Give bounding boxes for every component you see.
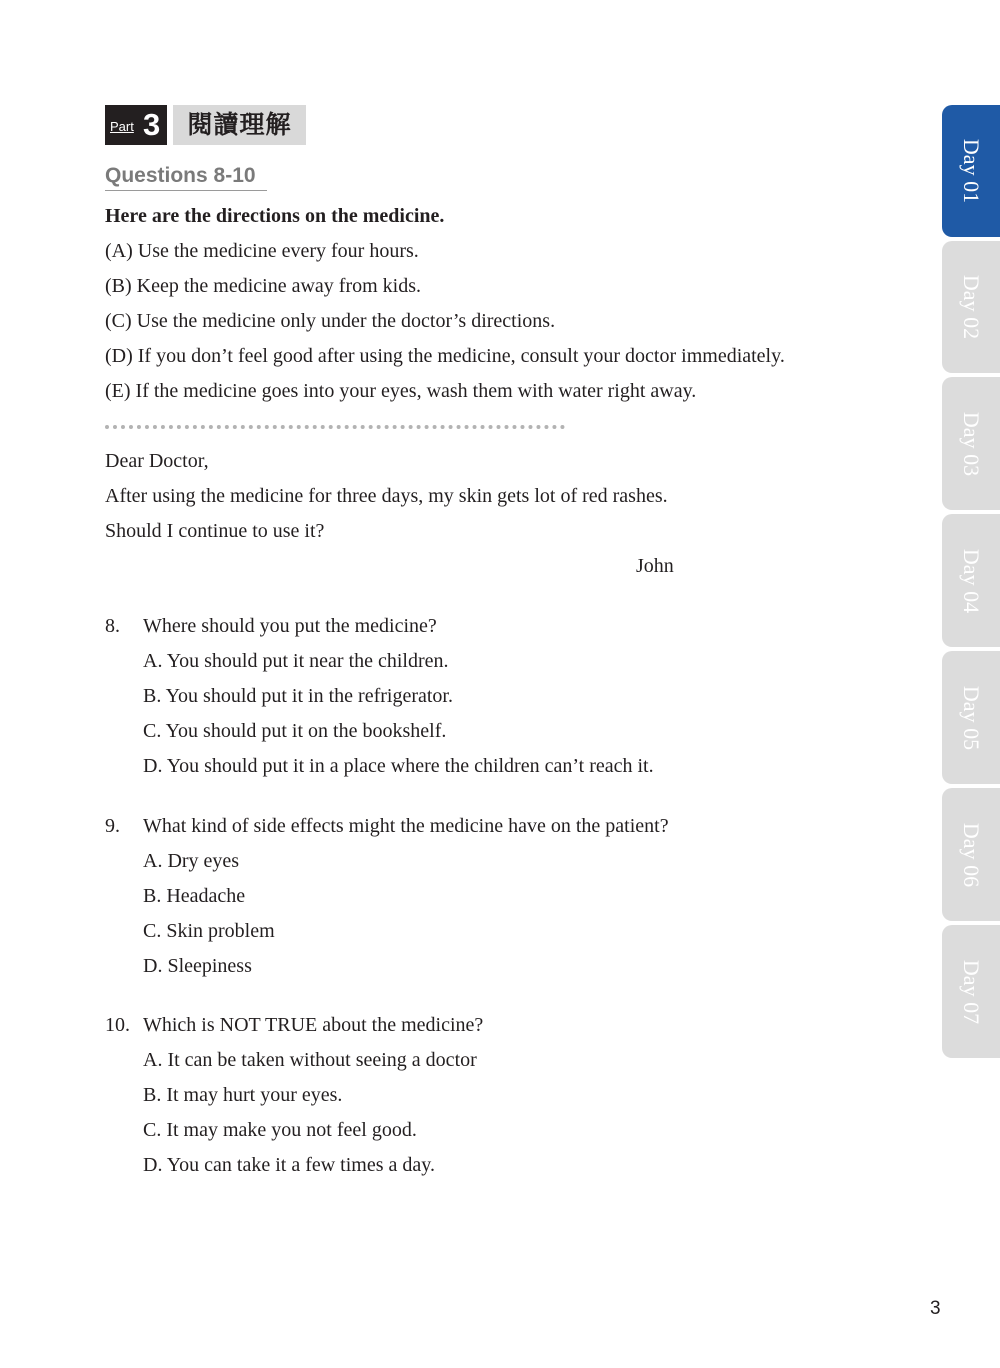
tab-label: Day 06 — [959, 822, 984, 887]
tab-day-07[interactable] — [942, 925, 1000, 1058]
question-number: 10. — [105, 1014, 130, 1036]
answer-option: D. Sleepiness — [143, 955, 252, 977]
answer-option: B. You should put it in the refrigerator. — [143, 685, 453, 707]
tab-label: Day 02 — [959, 274, 984, 340]
page-number: 3 — [930, 1298, 941, 1319]
tab-day-03[interactable] — [942, 377, 1000, 510]
part-label — [105, 105, 167, 145]
tab-day-05[interactable] — [942, 651, 1000, 784]
question-number: 8. — [105, 615, 120, 637]
answer-option: C. It may make you not feel good. — [143, 1119, 417, 1141]
letter-greeting: Dear Doctor, — [105, 450, 209, 472]
tab-label: Day 04 — [959, 548, 984, 613]
section-title: 閱讀理解 — [173, 105, 306, 145]
tab-label: Day 03 — [959, 411, 984, 476]
direction-item: (C) Use the medicine only under the doctor’s directions. — [105, 310, 556, 332]
tab-day-06[interactable] — [942, 788, 1000, 921]
answer-option: A. Dry eyes — [143, 850, 240, 872]
answer-option: B. Headache — [143, 885, 246, 907]
direction-item: (A) Use the medicine every four hours. — [105, 240, 419, 262]
direction-item: (E) If the medicine goes into your eyes, wash them with water right away. — [105, 380, 697, 402]
tab-day-01[interactable] — [942, 105, 1000, 237]
dotted-divider — [105, 425, 565, 429]
tab-day-02[interactable] — [942, 241, 1000, 373]
letter-signature: John — [636, 555, 674, 577]
answer-option: C. Skin problem — [143, 920, 275, 942]
tab-label: Day 01 — [959, 138, 984, 204]
question-text: Where should you put the medicine? — [143, 615, 437, 637]
answer-option: A. It can be taken without seeing a doctor — [143, 1049, 477, 1071]
answer-option: C. You should put it on the bookshelf. — [143, 720, 447, 742]
tab-label: Day 07 — [959, 959, 984, 1024]
tab-label: Day 05 — [959, 685, 984, 750]
letter-line: Should I continue to use it? — [105, 520, 325, 542]
direction-item: (B) Keep the medicine away from kids. — [105, 275, 422, 297]
answer-option: D. You should put it in a place where the children can’t reach it. — [143, 755, 654, 777]
answer-option: A. You should put it near the children. — [143, 650, 449, 672]
answer-option: B. It may hurt your eyes. — [143, 1084, 343, 1106]
part-number: 3 — [143, 107, 161, 142]
question-text: Which is NOT TRUE about the medicine? — [143, 1014, 484, 1036]
heading-underline — [105, 190, 267, 191]
question-text: What kind of side effects might the medicine have on the patient? — [143, 815, 669, 837]
question-number: 9. — [105, 815, 120, 837]
questions-heading: Questions 8-10 — [105, 164, 256, 187]
part-word: Part — [110, 119, 134, 134]
answer-option: D. You can take it a few times a day. — [143, 1154, 435, 1176]
letter-line: After using the medicine for three days, my skin gets lot of red rashes. — [105, 485, 668, 507]
directions-intro: Here are the directions on the medicine. — [105, 205, 445, 227]
direction-item: (D) If you don’t feel good after using the medicine, consult your doctor immediately. — [105, 345, 785, 367]
tab-day-04[interactable] — [942, 514, 1000, 647]
